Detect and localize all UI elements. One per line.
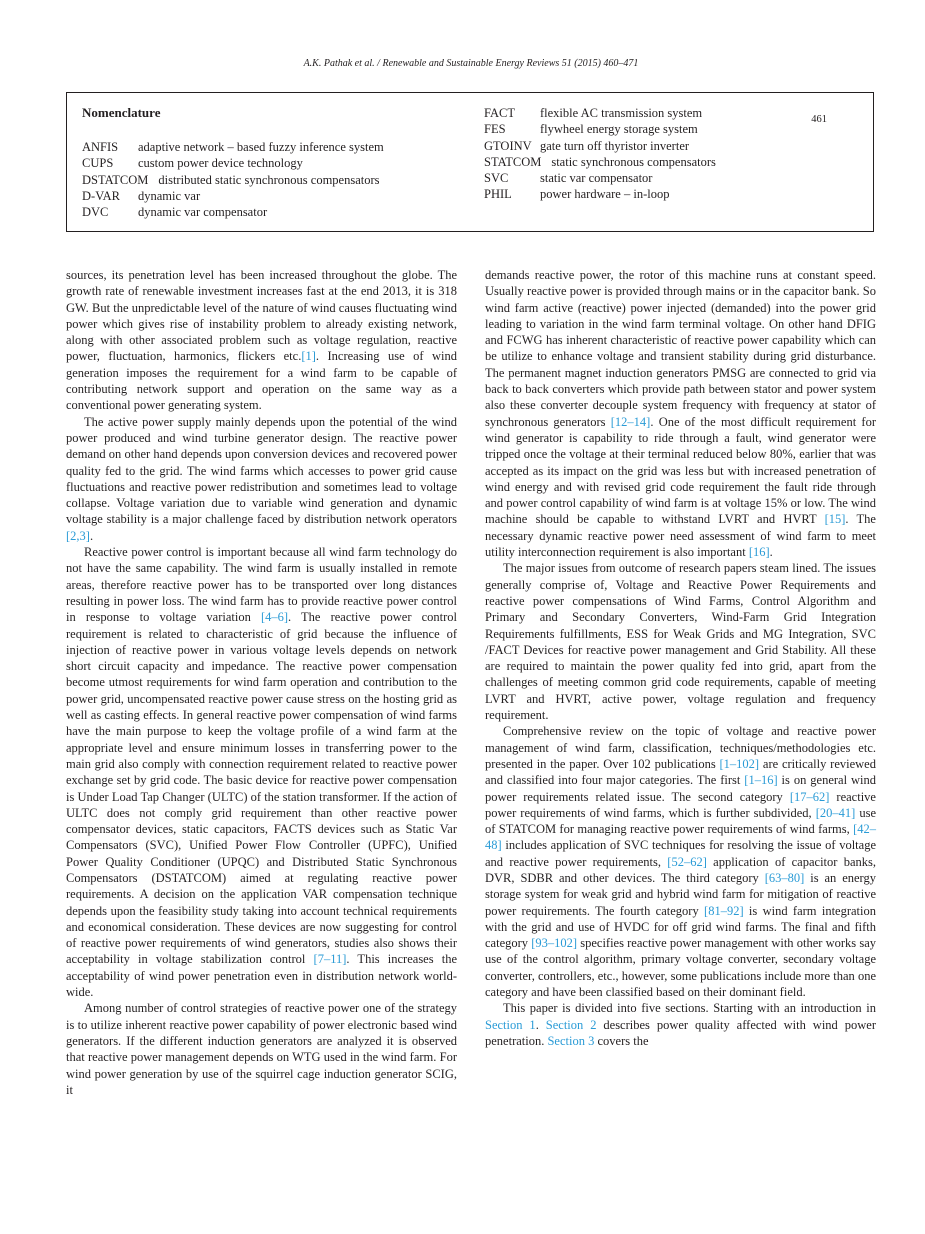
paragraph-text: This paper is divided into five sections. Starting with an introduction in — [503, 1001, 876, 1016]
paragraph-text: . This increases the acceptability of wind power penetration even in distribution network world-wide. — [66, 952, 457, 1000]
body-paragraph — [66, 1000, 457, 1098]
nomenclature-title: Nomenclature — [82, 105, 161, 120]
paragraph-text: reactive power requirements of wind farms, which is further subdivided, — [485, 789, 876, 820]
paragraph-text: specifies reactive power management with other works say use of the control algorithm, primary voltage converter, secondary voltage converter, controllers, etc., however, some publications include more than one category and have been classified based on their dominant field. — [485, 936, 876, 1000]
body-paragraph — [66, 544, 457, 1000]
nomenclature-definition: custom power device technology — [138, 156, 303, 171]
citation-link[interactable]: [17–62] — [789, 789, 830, 804]
citation-link[interactable]: [93–102] — [531, 936, 578, 951]
paragraph-text: . Increasing use of wind generation imposes the requirement for a wind farm to be capable of contributing network support and operation on the same way as a conventional power generating system. — [66, 349, 457, 413]
nomenclature-definition: power hardware – in-loop — [540, 187, 670, 202]
paragraph-text: Comprehensive review on the topic of voltage and reactive power management of wind farm, classification, techniques/methodologies etc. presented in the paper. Over 102 publications — [485, 724, 876, 771]
nomenclature-definition: distributed static synchronous compensators — [158, 172, 380, 187]
citation-link[interactable]: Section 2 — [545, 1017, 597, 1032]
nomenclature-entry — [484, 170, 716, 186]
body-paragraph — [485, 1000, 876, 1049]
citation-link[interactable]: [1] — [301, 349, 316, 364]
citation-link[interactable]: [52–62] — [667, 854, 707, 869]
paragraph-text: is wind farm integration with the grid and use of HVDC for off grid wind farms. The final and fifth category — [485, 903, 876, 951]
body-paragraph — [485, 267, 876, 560]
body-paragraph — [485, 723, 876, 1000]
nomenclature-entry — [484, 121, 716, 137]
paragraph-text: The active power supply mainly depends upon the potential of the wind power produced and wind turbine generator design. The reactive power demand on other hand depends upon conversion devices and recovered power quality fed to the grid. The wind farms which accesses to power grid cause fluctuations and reactive power redistribution and sometimes lead to voltage collapse. Voltage variation due to variable wind generation and dynamic voltage stability is a major challenge faced by distribution network operators — [66, 414, 457, 527]
nomenclature-right-column — [484, 105, 716, 203]
nomenclature-definition: dynamic var — [138, 188, 201, 203]
paragraph-text: . — [89, 528, 94, 543]
paragraph-text: covers the — [594, 1033, 649, 1048]
citation-link[interactable]: [1–16] — [744, 773, 778, 788]
nomenclature-definition: flywheel energy storage system — [540, 122, 698, 137]
paragraph-text: describes power quality affected with wind power penetration. — [485, 1017, 876, 1048]
body-paragraph — [66, 267, 457, 414]
paragraph-text: are critically reviewed and classified into four major categories. The first — [485, 756, 876, 788]
nomenclature-abbreviation: DVC — [82, 205, 109, 220]
citation-link[interactable]: [81–92] — [704, 903, 744, 918]
nomenclature-box — [66, 92, 874, 232]
paragraph-text: . — [769, 545, 773, 560]
nomenclature-entry — [82, 155, 384, 171]
nomenclature-definition: flexible AC transmission system — [540, 106, 703, 120]
body-column-right — [485, 267, 876, 1049]
paragraph-text: use of STATCOM for managing reactive power requirements of wind farms, — [485, 805, 876, 837]
nomenclature-entry — [82, 172, 384, 188]
nomenclature-left-column — [82, 139, 384, 220]
running-title: A.K. Pathak et al. / Renewable and Sustainable Energy Reviews 51 (2015) 460–471 — [303, 58, 639, 69]
citation-link[interactable]: [16] — [748, 545, 770, 560]
citation-link[interactable]: [4–6] — [260, 610, 289, 625]
body-paragraph — [485, 560, 876, 723]
paragraph-text: is on general wind power requirements related issue. The second category — [485, 773, 876, 804]
nomenclature-definition: adaptive network – based fuzzy inference system — [138, 140, 384, 154]
nomenclature-entry — [82, 139, 384, 155]
paragraph-text: The major issues from outcome of research papers steam lined. The issues generally comprise of, Voltage and Reactive Power Requirements and reactive power compensations of Wind Farms, Control Algorithm and Primary and Secondary Converters, Wind-Farm Grid Integration Requirements fulfillments, ESS for Weak Grids and MG Integration, SVC /FACT Devices for reactive power management and Grid Stability. All these are required to maintain the power quality fed into grid, apart from the challenges of meeting common grid code requirements, capable of meeting LVRT and HVRT, active power, voltage regulation and frequency requirement. — [485, 561, 876, 723]
nomenclature-definition: dynamic var compensator — [138, 205, 268, 220]
body-paragraph — [66, 414, 457, 544]
nomenclature-entry — [484, 186, 716, 202]
citation-link[interactable]: Section 1 — [485, 1017, 536, 1032]
nomenclature-entry — [484, 138, 716, 154]
page-number: 461 — [811, 114, 827, 125]
citation-link[interactable]: [7–11] — [313, 952, 347, 967]
citation-link[interactable]: [1–102] — [719, 756, 760, 771]
citation-link[interactable]: [2,3] — [66, 528, 90, 543]
citation-link[interactable]: [63–80] — [764, 870, 805, 885]
paragraph-text: Among number of control strategies of reactive power one of the strategy is to utilize inherent reactive power capability of power electronic based wind generators. If the different induction generators are analyzed it is observed that reactive power management depends on WTG used in the wind farm. For wind power generation by use of the squirrel cage induction generator SCIG, it — [66, 1001, 457, 1097]
nomenclature-abbreviation: D-VAR — [82, 188, 120, 203]
body-column-left — [66, 267, 457, 1098]
paragraph-text: . The necessary dynamic reactive power need assessment of wind farm to meet utility interconnection requirement is also important — [485, 512, 876, 560]
paragraph-text: . The reactive power control requirement is related to characteristic of grid because the influence of injection of reactive power in various voltage levels depends on network short circuit capacity and impedance. The reactive power compensation become utmost requirements for wind farm operation and contribution to the power grid, uncompensated reactive power cause stress on the hosting grid as well as casting effects. In general reactive power compensation of wind farms have the main purpose to keep the voltage profile of a wind farm at the appropriate level and ensure minimum losses in transferring power to the main grid also comply with connection requirement related to reactive power exchange set by grid code. The basic device for reactive power compensation is Under Load Tap Changer (ULTC) of the station transformer. If the action of ULTC does not comply grid requirement than other reactive power compensator devices, static capacitors, FACTS devices such as Static Var Compensators (SVC), Unified Power Flow Controller (UPFC), Unified Power Quality Conditioner (UPQC) and Distributed Static Synchronous Compensators (DSTATCOM) aimed at regulating reactive power requirements. A decision on the application VAR compensation technique depends upon the feasibility study taking into account technical requirements and economical consideration. These devices are now suggesting for control of reactive power requirements of wind generators, studies also shows their acceptability in voltage stabilization control — [66, 610, 457, 967]
nomenclature-entry — [484, 154, 716, 170]
nomenclature-abbreviation: STATCOM — [484, 154, 542, 169]
nomenclature-abbreviation: SVC — [484, 171, 509, 186]
nomenclature-abbreviation: FACT — [484, 106, 516, 120]
citation-link[interactable]: [20–41] — [815, 805, 856, 820]
paragraph-text: . One of the most difficult requirement for wind generator is capability to ride through a fault, wind generator were tripped once the voltage at their terminal reduced below 80%, earlier that was accepted as its impact on the grid was less but with increased penetration of wind energy and with revised grid code requirement the fault ride through and power control capability of wind farm is at voltage 15% or low. The wind machine should be capable to withstand LVRT and HVRT — [485, 414, 877, 527]
paragraph-text: sources, its penetration level has been increased throughout the globe. The growth rate of renewable investment increases fast at the end 2013, it is 318 GW. But the unpredictable level of the nature of wind causes fluctuating wind power which gives rise of instability problem to already existing network, along with other associated problem such as voltage regulation, reactive power, fluctuation, harmonics, flickers etc. — [66, 268, 457, 364]
nomenclature-entry — [484, 105, 716, 121]
nomenclature-abbreviation: DSTATCOM — [82, 172, 149, 187]
nomenclature-definition: static synchronous compensators — [551, 154, 716, 169]
paragraph-text: includes application of SVC techniques for resolving the issue of voltage and reactive power requirements, — [485, 838, 876, 869]
nomenclature-entry — [82, 188, 384, 204]
nomenclature-entry — [82, 204, 384, 220]
citation-link[interactable]: [12–14] — [610, 414, 651, 429]
nomenclature-abbreviation: CUPS — [82, 156, 114, 171]
paragraph-text: is an energy storage system for weak grid and hybrid wind farm for mitigation of reactive power requirements. The fourth category — [485, 870, 876, 918]
citation-link[interactable]: [42–48] — [485, 822, 876, 853]
nomenclature-abbreviation: GTOINV — [484, 138, 532, 153]
paragraph-text: application of capacitor banks, DVR, SDBR and other devices. The third category — [485, 854, 876, 885]
nomenclature-abbreviation: ANFIS — [82, 140, 119, 154]
paragraph-text: Reactive power control is important because all wind farm technology do not have the same capability. The wind farm is usually installed in remote areas, therefore reactive power has to be transported over long distances resulting in power loss. The wind farm has to provide reactive power control in response to voltage variation — [66, 545, 457, 625]
nomenclature-abbreviation: FES — [484, 122, 506, 137]
citation-link[interactable]: Section 3 — [547, 1033, 595, 1048]
paragraph-text: . — [535, 1017, 546, 1032]
citation-link[interactable]: [15] — [824, 512, 846, 527]
nomenclature-definition: gate turn off thyristor inverter — [540, 138, 690, 153]
nomenclature-definition: static var compensator — [540, 171, 653, 186]
nomenclature-abbreviation: PHIL — [484, 187, 512, 202]
paragraph-text: demands reactive power, the rotor of this machine runs at constant speed. Usually reactive power is provided through mains or in the capacitor bank. So wind farm active (reactive) power injected (demanded) into the power grid leading to variation in the wind farm terminal voltage. On other hand DFIG and FCWG has inherent characteristic of reactive power capability which can be utilize to enhance voltage and transient stability during grid disturbance. The permanent magnet induction generators PMSG are connected to grid via back to back converters which provide path between stator and power system also these converter decouple system frequency with frequency at stator of synchronous generators — [485, 268, 876, 429]
